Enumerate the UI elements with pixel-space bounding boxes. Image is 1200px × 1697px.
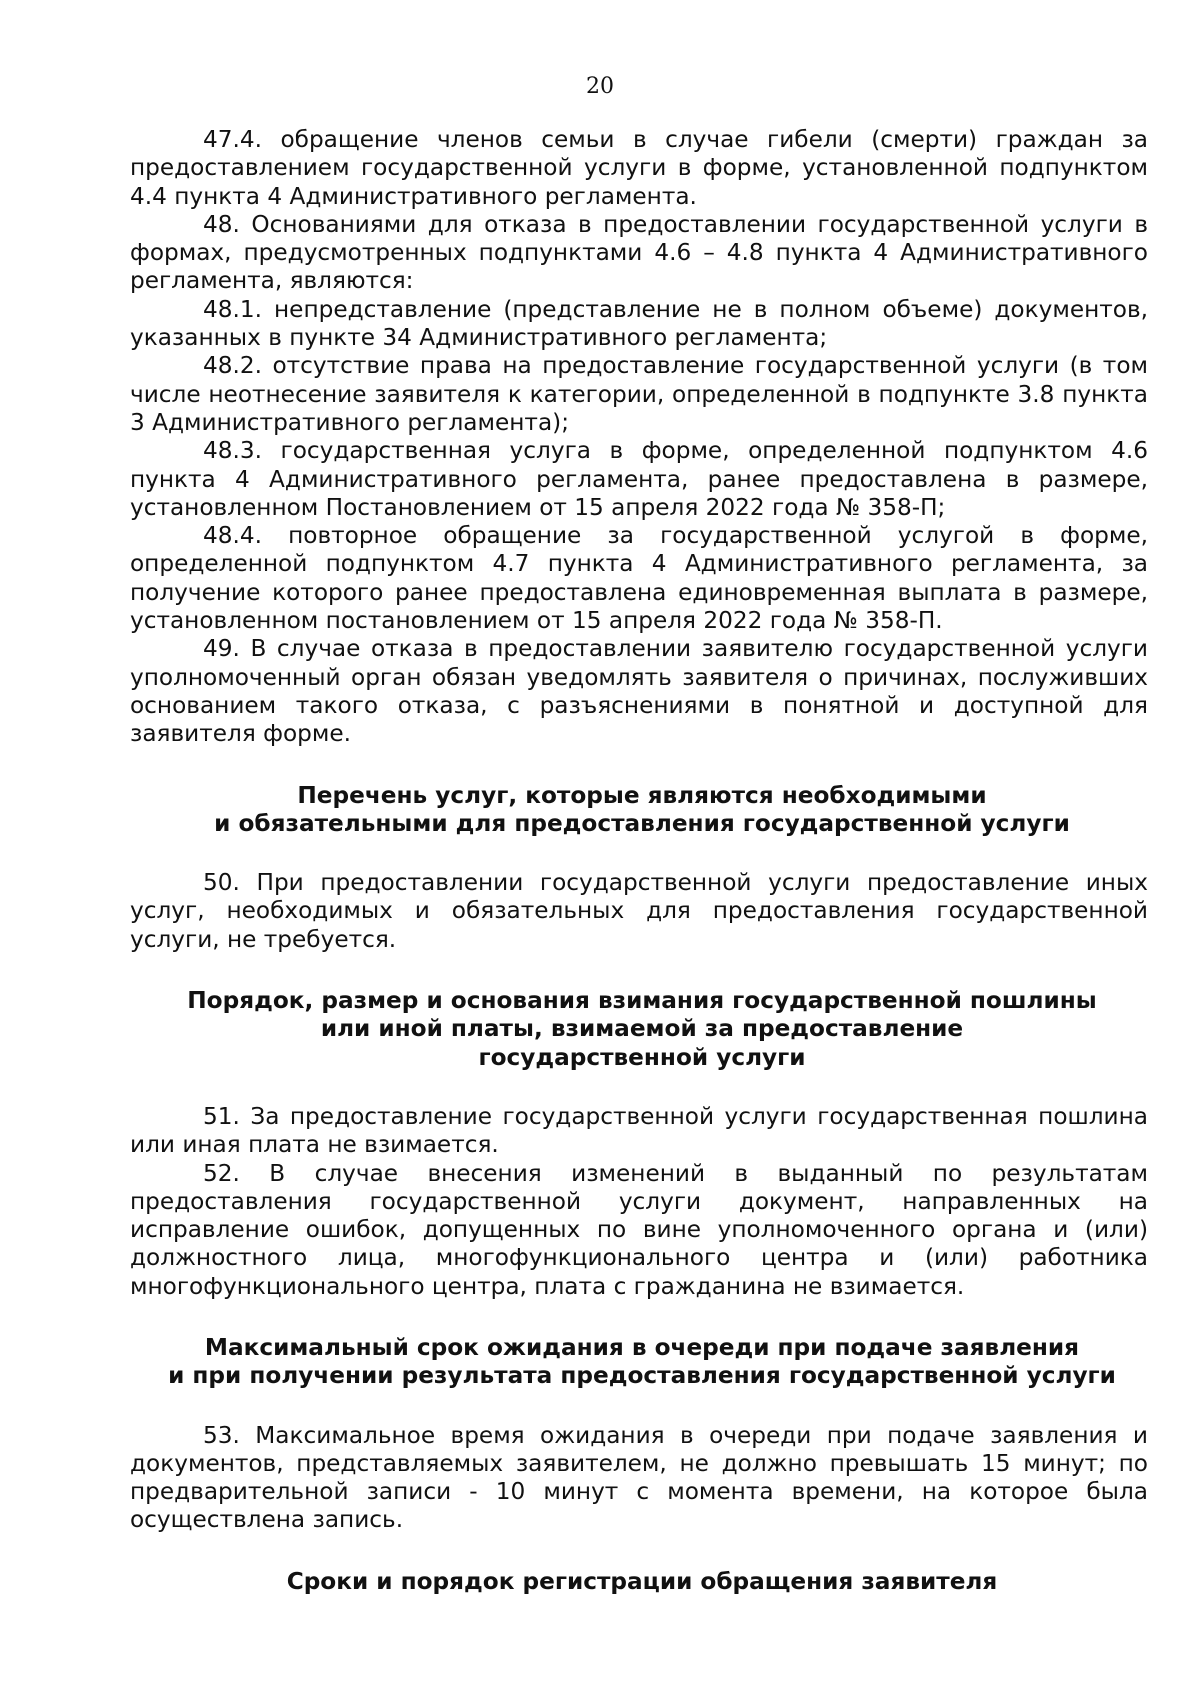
paragraph-48: 48. Основаниями для отказа в предоставлении государственной услуги в формах, предусмотренных подпунктами 4.6 – 4.8 пункта 4 Административного регламента, являются:	[130, 210, 1148, 295]
heading-line: государственной услуги	[478, 1043, 806, 1071]
paragraph-50: 50. При предоставлении государственной услуги предоставление иных услуг, необходимых и обязательных для предоставления государственной услуги, не требуется.	[130, 869, 1148, 953]
section-heading-registration	[130, 1568, 1148, 1596]
paragraph-51: 51. За предоставление государственной услуги государственная пошлина или иная плата не взимается.	[130, 1102, 1148, 1159]
paragraph-47-4: 47.4. обращение членов семьи в случае гибели (смерти) граждан за предоставлением государственной услуги в форме, установленной подпунктом 4.4 пункта 4 Административного регламента.	[130, 126, 1148, 210]
heading-line: Перечень услуг, которые являются необходимыми	[297, 781, 987, 809]
page-number: 20	[586, 74, 614, 99]
paragraph-48-4: 48.4. повторное обращение за государственной услугой в форме, определенной подпунктом 4.7 пункта 4 Административного регламента, за получение которого ранее предоставлена единовременная выплата в размере, установленном постановлением от 15 апреля 2022 года № 358-П.	[130, 522, 1148, 635]
heading-line: Сроки и порядок регистрации обращения заявителя	[286, 1567, 998, 1595]
heading-line: или иной платы, взимаемой за предоставление	[320, 1015, 964, 1043]
paragraph-53: 53. Максимальное время ожидания в очереди при подаче заявления и документов, представляемых заявителем, не должно превышать 15 минут; по предварительной записи - 10 минут с момента времени, на которое была осуществлена запись.	[130, 1421, 1148, 1534]
paragraph-48-2: 48.2. отсутствие права на предоставление государственной услуги (в том числе неотнесение заявителя к категории, определенной в подпункте 3.8 пункта 3 Административного регламента);	[130, 352, 1148, 436]
heading-line: и при получении результата предоставления государственной услуги	[168, 1362, 1116, 1390]
section-heading-fees	[130, 987, 1148, 1072]
heading-line: Порядок, размер и основания взимания государственной пошлины	[187, 987, 1097, 1015]
document-body	[130, 126, 1148, 1596]
paragraph-49: 49. В случае отказа в предоставлении заявителю государственной услуги уполномоченный орган обязан уведомлять заявителя о причинах, послуживших основанием такого отказа, с разъяснениями в понятной и доступной для заявителя форме.	[130, 635, 1148, 748]
heading-line: Максимальный срок ожидания в очереди при подаче заявления	[204, 1333, 1080, 1361]
section-heading-related-services	[130, 782, 1148, 839]
paragraph-48-3: 48.3. государственная услуга в форме, определенной подпунктом 4.6 пункта 4 Административного регламента, ранее предоставлена в размере, установленном Постановлением от 15 апреля 2022 года № 358-П;	[130, 437, 1148, 521]
paragraph-52: 52. В случае внесения изменений в выданный по результатам предоставления государственной услуги документ, направленных на исправление ошибок, допущенных по вине уполномоченного органа и (или) должностного лица, многофункционального центра и (или) работника многофункционального центра, плата с гражданина не взимается.	[130, 1159, 1148, 1300]
section-heading-waiting-time	[130, 1334, 1148, 1391]
paragraph-48-1: 48.1. непредставление (представление не в полном объеме) документов, указанных в пункте 34 Административного регламента;	[130, 295, 1148, 352]
heading-line: и обязательными для предоставления государственной услуги	[214, 809, 1070, 837]
